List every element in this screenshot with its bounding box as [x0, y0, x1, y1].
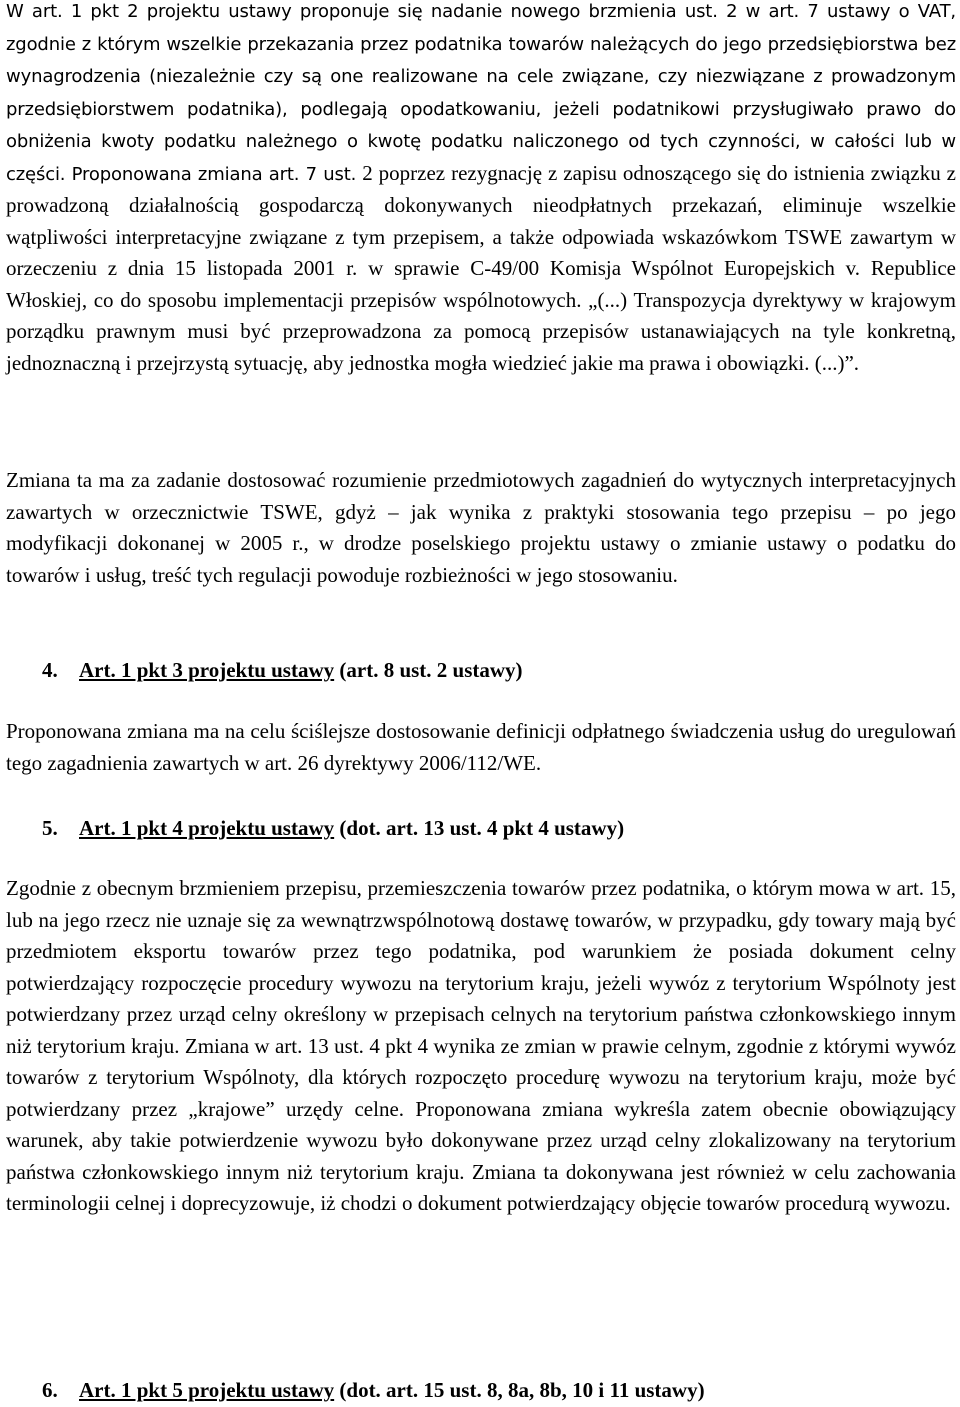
section-heading-6 — [6, 1375, 956, 1407]
section-link-5: Art. 1 pkt 4 projektu ustawy — [79, 816, 335, 840]
paragraph-tswe-guidelines: Zmiana ta ma za zadanie dostosować rozumienie przedmiotowych zagadnień do wytycznych interpretacyjnych zawartych w orzecznictwie TSWE, gdyż – jak wynika z praktyki stosowania tego przepisu – po jego modyfikacji dokonanej w 2005 r., w drodze poselskiego projektu ustawy o zmianie ustawy o podatku do towarów i usług, treść tych regulacji powoduje rozbieżności w jego stosowaniu. — [6, 468, 956, 587]
section-heading-6-rest: (dot. art. 15 ust. 8, 8a, 8b, 10 i 11 ustawy) — [334, 1378, 705, 1402]
section-heading-5 — [6, 813, 956, 845]
section-number-5: 5. — [42, 816, 58, 840]
paragraph-art7-rest: 2 poprzez rezygnację z zapisu odnoszącego się do istnienia związku z prowadzoną działalnością gospodarczą dokonywanych nieodpłatnych przekazań, eliminuje wszelkie wątpliwości interpretacyjne związane z tym przepisem, a także odpowiada wskazówkom TSWE zawartym w orzeczeniu z dnia 15 listopada 2001 r. w sprawie C-49/00 Komisja Wspólnot Europejskich v. Republice Włoskiej, co do sposobu implementacji przepisów wspólnotowych. „(...) Transpozycja dyrektywy w krajowym porządku prawnym musi być przeprowadzona za pomocą przepisów ustanawiających na tyle konkretną, jednoznaczną i przejrzystą sytuację, aby jednostka mogła wiedzieć jakie ma prawa i obowiązki. (...)”. — [6, 160, 956, 375]
section-heading-4-rest: (art. 8 ust. 2 ustawy) — [334, 658, 523, 682]
section-number-6: 6. — [42, 1378, 58, 1402]
section-link-6: Art. 1 pkt 5 projektu ustawy — [79, 1378, 335, 1402]
section-heading-5-rest: (dot. art. 13 ust. 4 pkt 4 ustawy) — [334, 816, 625, 840]
paragraph-art13-export: Zgodnie z obecnym brzmieniem przepisu, przemieszczenia towarów przez podatnika, o którym mowa w art. 15, lub na jego rzecz nie uznaje się za wewnątrzwspólnotową dostawę towarów, w przypadku, gdy towary mają być przedmiotem eksportu towarów przez tego podatnika, pod warunkiem że posiada dokument celny potwierdzający rozpoczęcie procedury wywozu na terytorium kraju, jeżeli wywóz z terytorium Wspólnoty jest potwierdzany przez urząd celny określony w przepisach celnych na terytorium państwa członkowskiego innym niż terytorium kraju. Zmiana w art. 13 ust. 4 pkt 4 wynika ze zmian w prawie celnym, zgodnie z którymi wywóz towarów z terytorium Wspólnoty, dla których rozpoczęto procedurę wywozu na terytorium kraju, może być potwierdzany przez „krajowe” urzędy celne. Proponowana zmiana wykreśla zatem obecnie obowiązujący warunek, aby takie potwierdzenie wywozu było dokonywane przez urząd celny zlokalizowany na terytorium państwa członkowskiego innym niż terytorium kraju. Zmiana ta dokonywana jest również w celu zachowania terminologii celnej i doprecyzowuje, iż chodzi o dokument potwierdzający objęcie towarów procedurą wywozu. — [6, 876, 956, 1215]
paragraph-art7-lead: W art. 1 pkt 2 projektu ustawy proponuje się nadanie nowego brzmienia ust. 2 w art. 7 ustawy o VAT, zgodnie z którym wszelkie przekazania przez podatnika towarów należących do jego przedsiębiorstwa bez wynagrodzenia (niezależnie czy są one realizowane na cele związane, czy niezwiązane z prowadzonym przedsiębiorstwem podatnika), podlegają opodatkowaniu, jeżeli podatnikowi przysługiwało prawo do obniżenia kwoty podatku należnego o kwotę podatku naliczonego od tych czynności, w całości lub w części. Proponowana zmiana art. 7 ust. — [6, 1, 956, 185]
section-link-4: Art. 1 pkt 3 projektu ustawy — [79, 658, 335, 682]
paragraph-art8-services: Proponowana zmiana ma na celu ściślejsze dostosowanie definicji odpłatnego świadczenia usług do uregulowań tego zagadnienia zawartych w art. 26 dyrektywy 2006/112/WE. — [6, 719, 956, 775]
paragraph-art7-vat — [6, 0, 956, 379]
section-heading-4 — [6, 655, 956, 687]
section-number-4: 4. — [42, 658, 58, 682]
